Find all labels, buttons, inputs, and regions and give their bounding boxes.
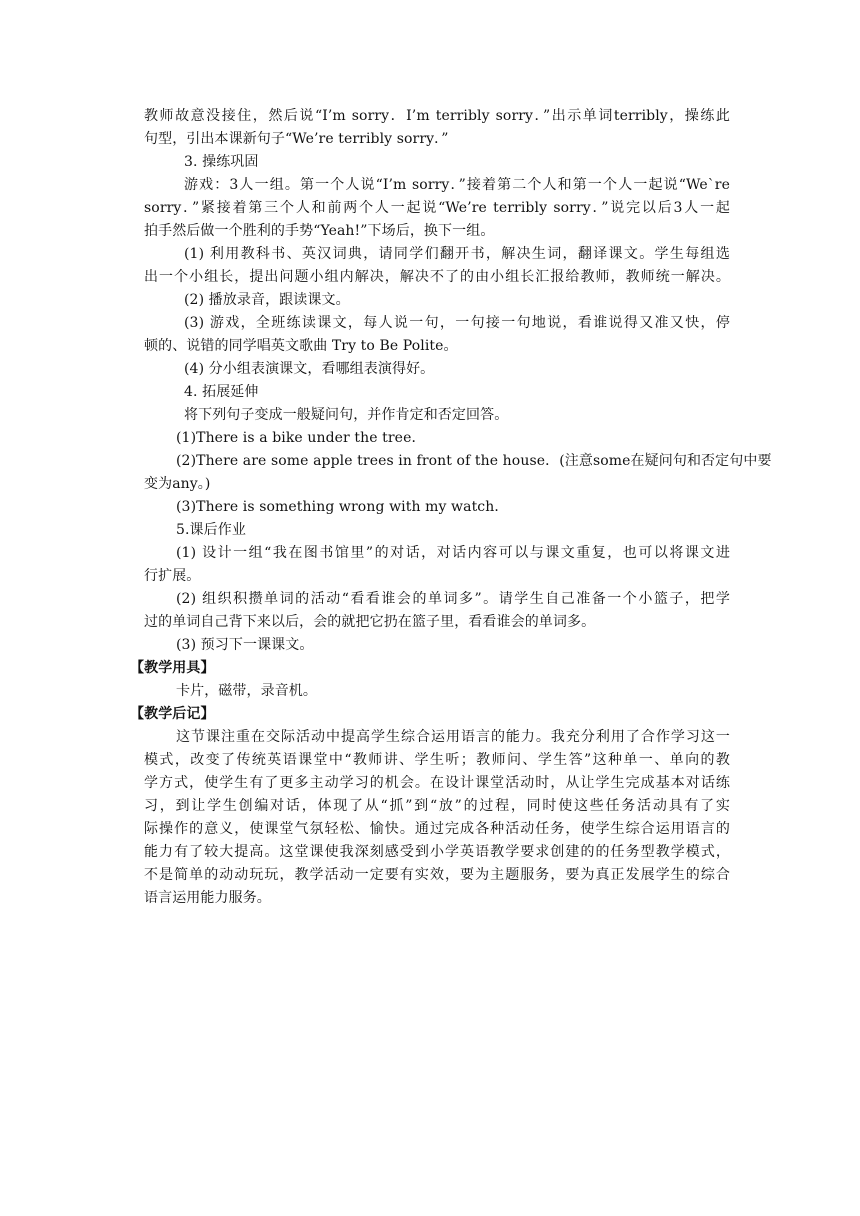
section-heading: 5.课后作业	[176, 522, 246, 538]
text-line: (2) 组织积攒单词的活动“看看谁会的单词多”。请学生自己准备一个小篮子，把学	[176, 591, 730, 607]
section-heading: 【教学用具】	[130, 660, 215, 676]
text-line: (1)There is a bike under the tree．	[176, 430, 426, 446]
text-line: 卡片，磁带，录音机。	[176, 683, 317, 699]
text-line: 变为any。)	[144, 476, 211, 492]
text-line: 过的单词自己背下来以后，会的就把它扔在篮子里，看看谁会的单词多。	[144, 614, 596, 630]
text-line: 学方式，使学生有了更多主动学习的机会。在设计课堂活动时，从让学生完成基本对话练	[144, 775, 730, 791]
text-line: (2)There are some apple trees in front of the house．(注意some在疑问句和否定句中要	[176, 453, 772, 469]
text-line: 语言运用能力服务。	[144, 890, 271, 906]
text-line: (4) 分小组表演课文，看哪组表演得好。	[184, 361, 435, 377]
text-line: 能力有了较大提高。这堂课使我深刻感受到小学英语教学要求创建的的任务型教学模式，	[144, 844, 730, 860]
text-line: 出一个小组长，提出问题小组内解决，解决不了的由小组长汇报给教师，教师统一解决。	[144, 269, 730, 285]
text-line: (3) 游戏，全班练读课文，每人说一句，一句接一句地说，看谁说得又准又快，停	[184, 315, 730, 331]
section-heading: 【教学后记】	[130, 706, 215, 722]
section-heading: 4. 拓展延伸	[184, 384, 259, 400]
text-line: (3) 预习下一课课文。	[176, 637, 314, 653]
text-line: 拍手然后做一个胜利的手势“Yeah!”下场后，换下一组。	[144, 223, 495, 239]
text-line: (1) 设计一组“我在图书馆里”的对话，对话内容可以与课文重复，也可以将课文进	[176, 545, 730, 561]
text-line: 不是简单的动动玩玩，教学活动一定要有实效，要为主题服务，要为真正发展学生的综合	[144, 867, 730, 883]
text-line: 行扩展。	[144, 568, 201, 584]
section-heading: 3. 操练巩固	[184, 154, 259, 170]
text-line: 这节课注重在交际活动中提高学生综合运用语言的能力。我充分利用了合作学习这一	[176, 729, 730, 745]
text-line: 顿的、说错的同学唱英文歌曲 Try to Be Polite。	[144, 338, 458, 354]
text-line: (1) 利用教科书、英汉词典，请同学们翻开书，解决生词，翻译课文。学生每组选	[184, 246, 730, 262]
text-line: (2) 播放录音，跟读课文。	[184, 292, 350, 308]
text-line: 习，到让学生创编对话，体现了从“抓”到“放”的过程，同时使这些任务活动具有了实	[144, 798, 730, 814]
text-line: 际操作的意义，使课堂气氛轻松、愉快。通过完成各种活动任务，使学生综合运用语言的	[144, 821, 730, 837]
text-line: (3)There is something wrong with my watch．	[176, 499, 509, 515]
text-line: 游戏：3人一组。第一个人说“I’m sorry．”接着第二个人和第一个人一起说“We`re	[184, 177, 730, 193]
text-line: 句型，引出本课新句子“We’re terribly sorry．”	[144, 131, 449, 147]
text-line: 模式，改变了传统英语课堂中“教师讲、学生听；教师问、学生答”这种单一、单向的教	[144, 752, 730, 768]
text-line: 将下列句子变成一般疑问句，并作肯定和否定回答。	[184, 407, 509, 423]
text-line: 教师故意没接住，然后说“I’m sorry．I’m terribly sorry．”出示单词terribly，操练此	[144, 108, 730, 124]
text-line: sorry．”紧接着第三个人和前两个人一起说“We’re terribly sorry．”说完以后3人一起	[144, 200, 730, 216]
